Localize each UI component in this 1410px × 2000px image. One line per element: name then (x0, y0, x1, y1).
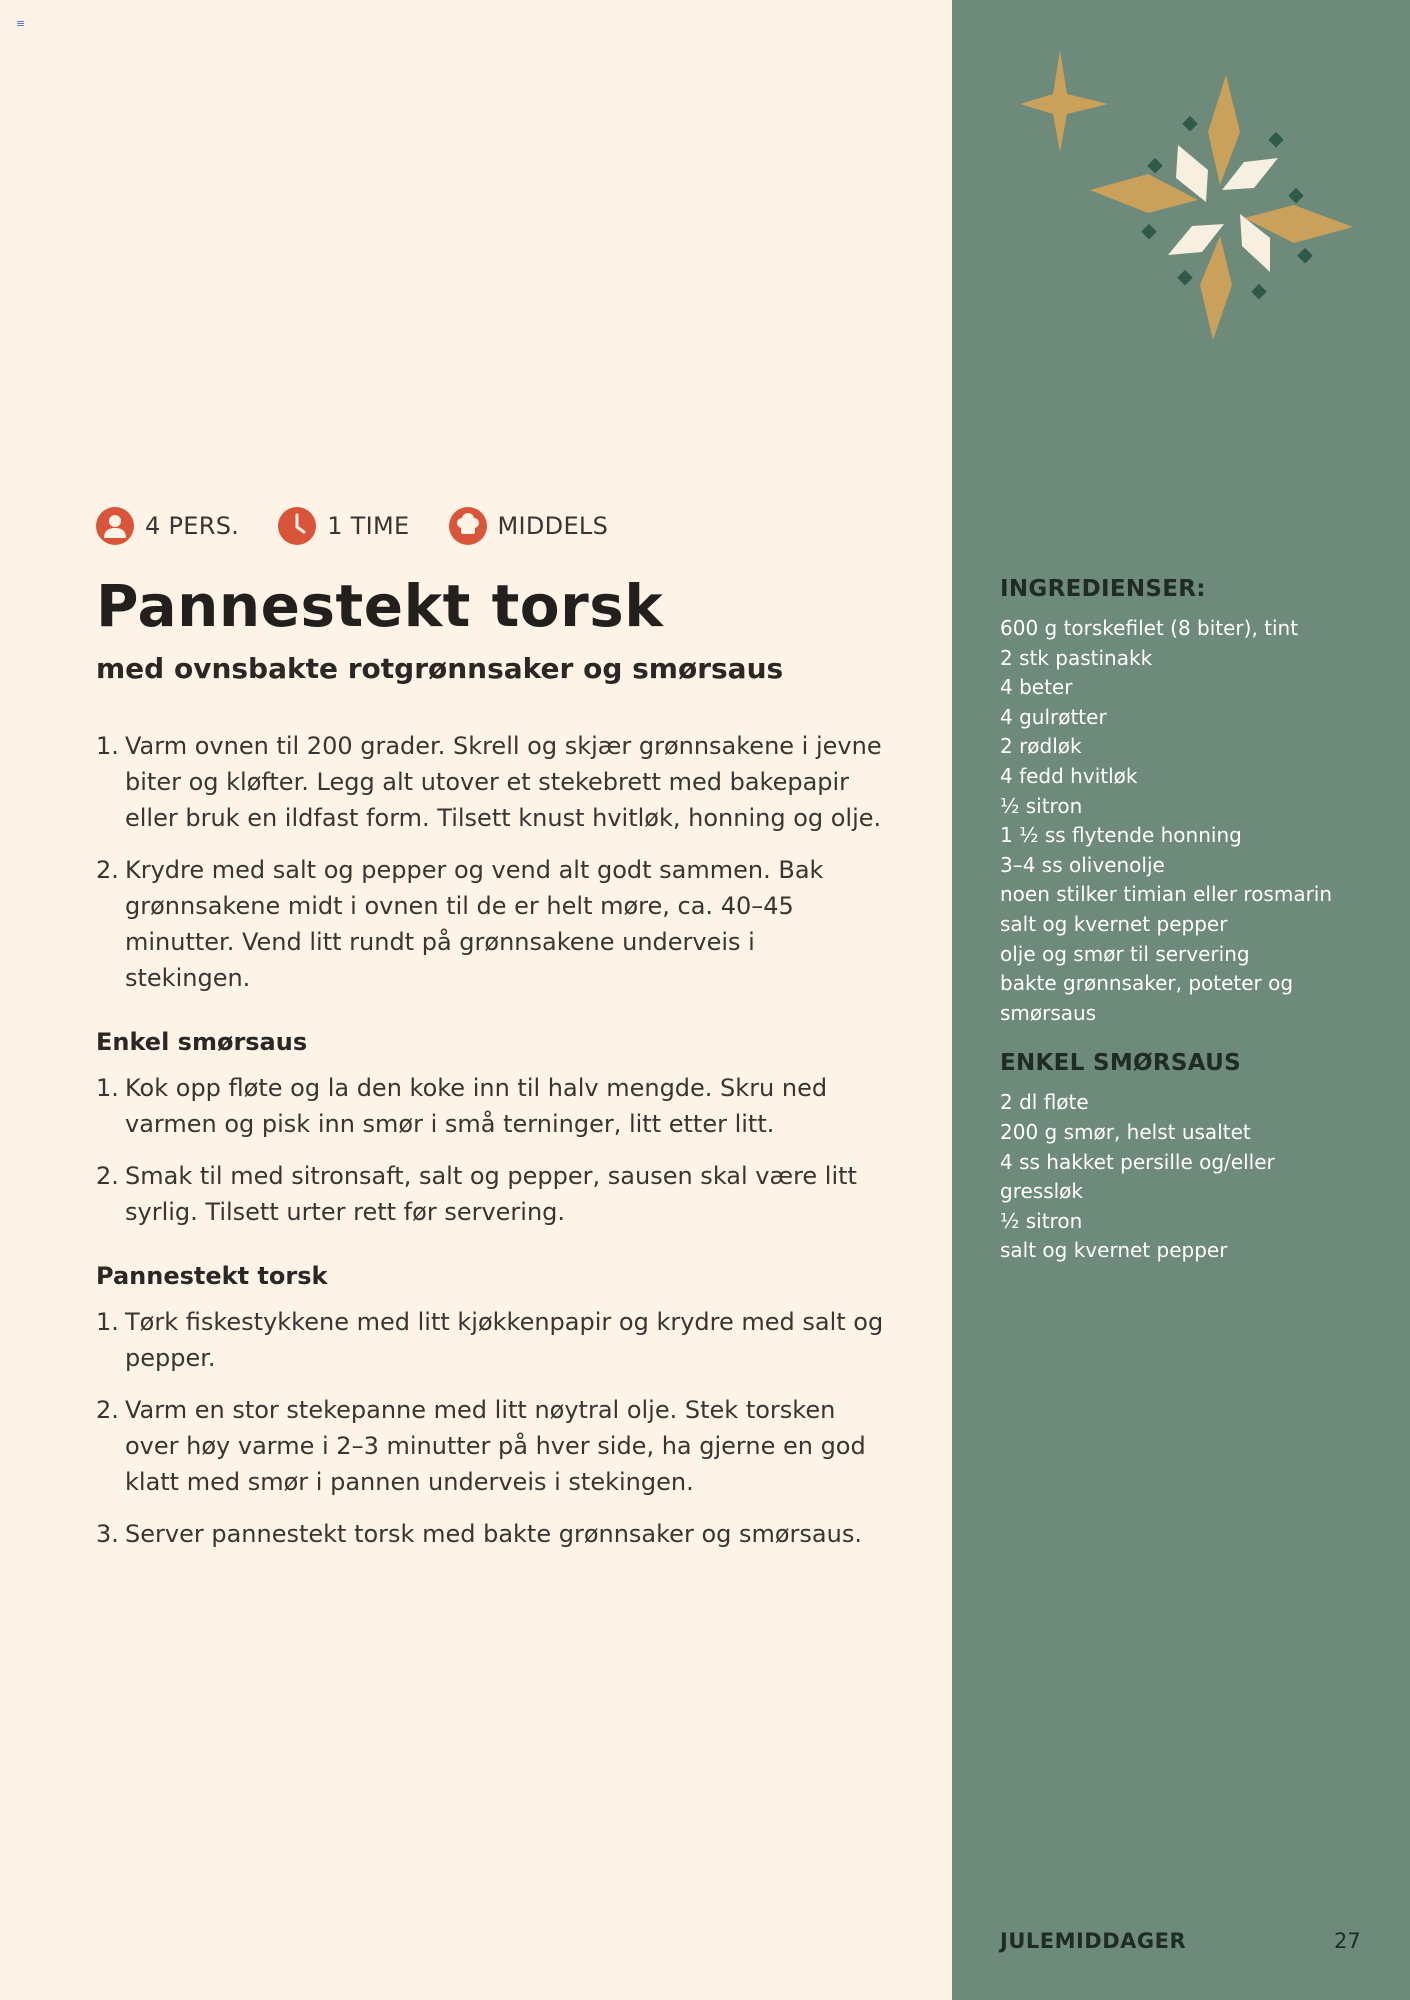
step-item: 1. Tørk fiskestykkene med litt kjøkkenpapir og krydre med salt og pepper. (96, 1308, 884, 1372)
ingredient-item: 4 ss hakket persille og/eller (1000, 1149, 1275, 1174)
ingredient-item: 4 fedd hvitløk (1000, 763, 1138, 788)
ingredient-item: 3–4 ss olivenolje (1000, 852, 1165, 877)
recipe-steps (96, 728, 886, 1584)
section-heading: Enkel smørsaus (96, 1028, 308, 1056)
sauce-list (1000, 1088, 1380, 1266)
ingredient-item: 1 ½ ss flytende honning (1000, 823, 1242, 848)
difficulty-label: MIDDELS (497, 512, 609, 540)
difficulty (448, 506, 609, 546)
page-number: 27 (1334, 1929, 1361, 1953)
step-list (96, 1304, 886, 1552)
ingredient-item: gressløk (1000, 1179, 1083, 1204)
recipe-subtitle: med ovnsbakte rotgrønnsaker og smørsaus (96, 652, 784, 685)
ingredient-item: bakte grønnsaker, poteter og (1000, 971, 1294, 996)
duration (277, 506, 409, 546)
footer-section-label: JULEMIDDAGER (1000, 1929, 1187, 1953)
step-list (96, 1070, 886, 1230)
ingredient-item: 4 gulrøtter (1000, 704, 1107, 729)
duration-label: 1 TIME (327, 512, 410, 540)
section-heading: Pannestekt torsk (96, 1262, 328, 1290)
step-item: 2. Varm en stor stekepanne med litt nøytral olje. Stek torsken over høy varme i 2–3 minutter på hver side, ha gjerne en god klatt med smør i pannen underveis i stekingen. (96, 1396, 866, 1496)
ingredient-item: 2 dl fløte (1000, 1090, 1089, 1115)
person-icon (95, 506, 135, 546)
ingredient-item: smørsaus (1000, 1000, 1097, 1025)
recipe-title: Pannestekt torsk (96, 572, 664, 640)
sauce-heading: ENKEL SMØRSAUS (1000, 1050, 1241, 1077)
servings-label: 4 PERS. (145, 512, 240, 540)
ingredient-item: 2 rødløk (1000, 734, 1082, 759)
ingredient-item: 2 stk pastinakk (1000, 645, 1153, 670)
step-item: 2. Smak til med sitronsaft, salt og pepper, sausen skal være litt syrlig. Tilsett urter rett før servering. (96, 1162, 857, 1226)
menu-icon[interactable]: ≡ (16, 17, 26, 30)
ingredient-item: 4 beter (1000, 675, 1073, 700)
step-item: 1. Varm ovnen til 200 grader. Skrell og skjær grønnsakene i jevne biter og kløfter. Legg alt utover et stekebrett med bakepapir eller bruk en ildfast form. Tilsett knust hvitløk, honning og olje. (96, 732, 882, 832)
step-item: 3. Server pannestekt torsk med bakte grønnsaker og smørsaus. (96, 1520, 862, 1548)
clock-icon (277, 506, 317, 546)
ingredient-item: ½ sitron (1000, 1208, 1083, 1233)
step-list (96, 728, 886, 996)
ingredient-item: 600 g torskefilet (8 biter), tint (1000, 616, 1299, 640)
ingredient-item: salt og kvernet pepper (1000, 1238, 1228, 1263)
ingredients-panel (1000, 576, 1380, 1288)
step-item: 2. Krydre med salt og pepper og vend alt godt sammen. Bak grønnsakene midt i ovnen til de er helt møre, ca. 40–45 minutter. Vend litt rundt på grønnsakene underveis i stekingen. (96, 856, 824, 992)
ingredient-item: olje og smør til servering (1000, 941, 1250, 966)
ingredients-list (1000, 614, 1380, 1028)
ingredient-item: noen stilker timian eller rosmarin (1000, 882, 1333, 907)
star-ornament-icon (1008, 50, 1368, 360)
ingredient-item: ½ sitron (1000, 793, 1083, 818)
servings (95, 506, 239, 546)
ingredients-heading: INGREDIENSER: (1000, 576, 1206, 602)
recipe-meta (95, 505, 646, 547)
ingredient-item: salt og kvernet pepper (1000, 911, 1228, 936)
ingredient-item: 200 g smør, helst usaltet (1000, 1119, 1251, 1144)
chef-hat-icon (448, 506, 488, 546)
step-item: 1. Kok opp fløte og la den koke inn til halv mengde. Skru ned varmen og pisk inn smør i små terninger, litt etter litt. (96, 1074, 828, 1138)
